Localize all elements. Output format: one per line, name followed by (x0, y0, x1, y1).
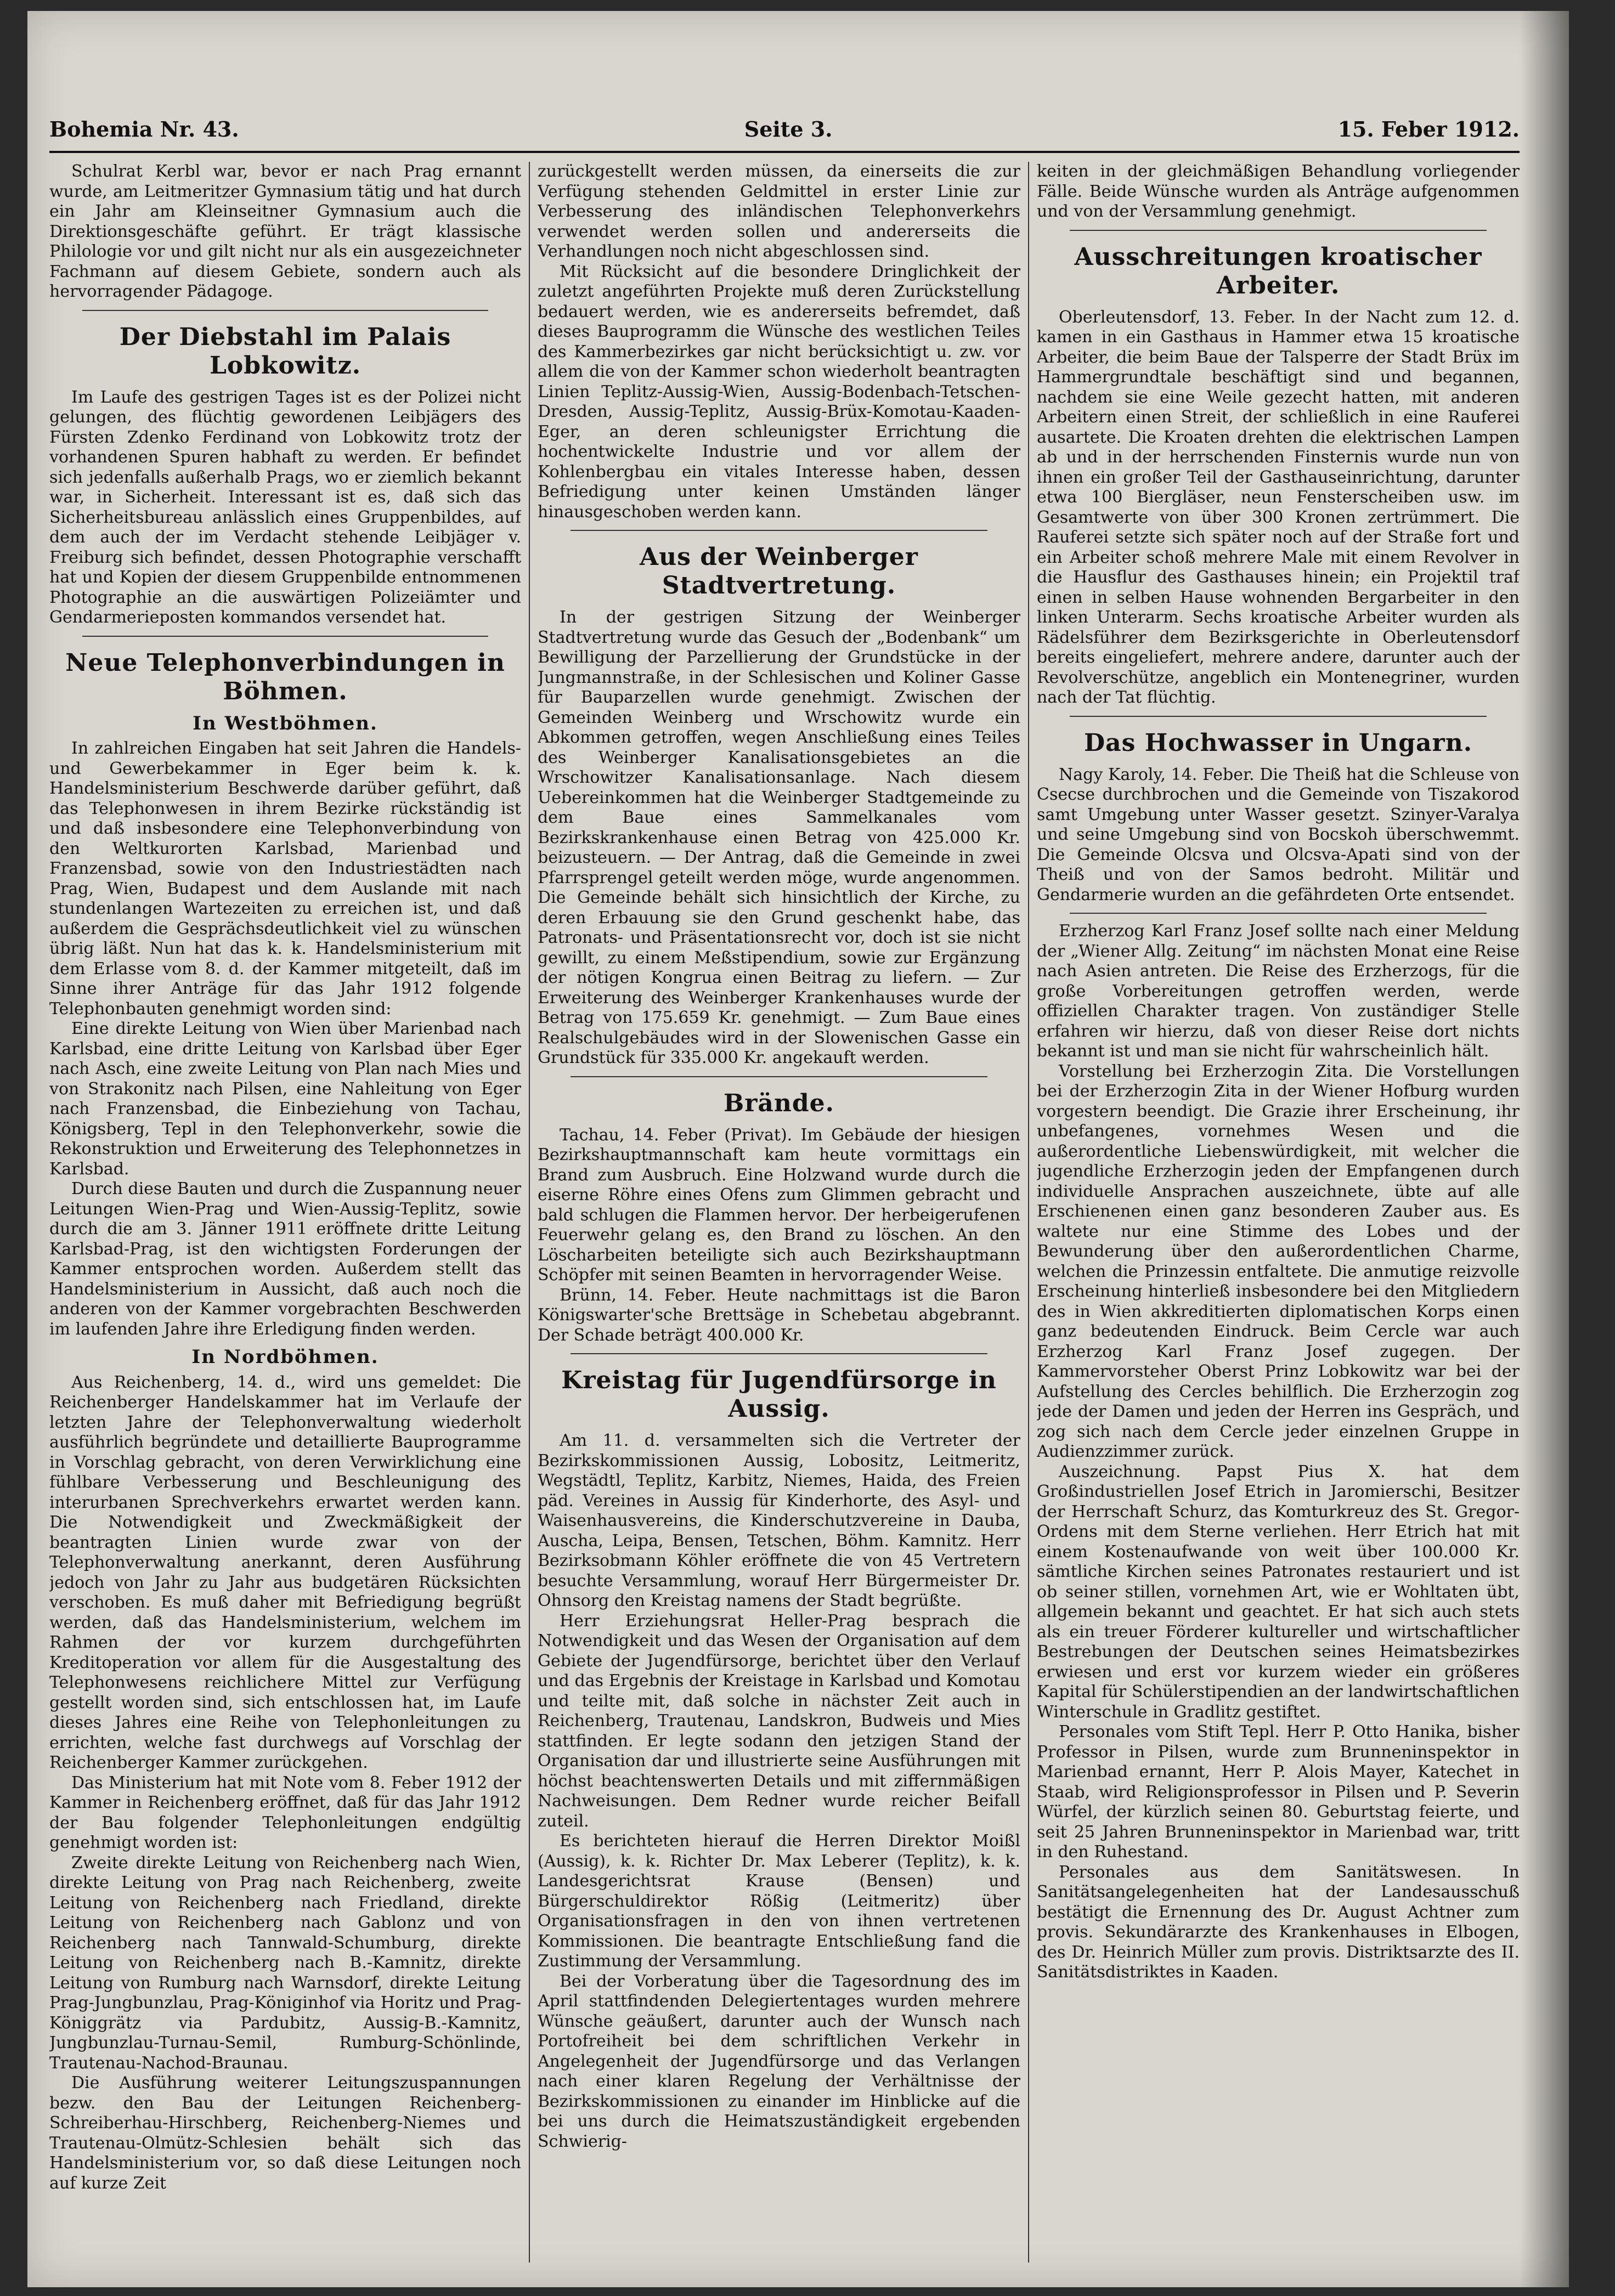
article-paragraph: Bei der Vorberatung über die Tagesordnung des im April stattfindenden Delegiertentages wurden mehrere Wünsche geäußert, darunter auch der Wunsch nach Portofreiheit bei dem schriftlichen Verkehr in Angelegenheit der Jugendfürsorge und das Verlangen nach einer klaren Regelung der Verhältnisse der Bezirkskommissionen zu einander im Hinblicke auf die bei uns durch die Heimatszuständigkeit ergebenden Schwierig- (538, 1971, 1020, 2151)
article-paragraph: Oberleutensdorf, 13. Feber. In der Nacht zum 12. d. kamen in ein Gasthaus in Hammer etwa 15 kroatische Arbeiter, die beim Baue der Talsperre der Stadt Brüx im Hammergrundtale beschäftigt sind und begannen, nachdem sie eine Weile gezecht hatten, mit anderen Arbeitern einen Streit, der schließlich in eine Rauferei ausartete. Die Kroaten drehten die elektrischen Lampen ab und in der herrschenden Finsternis wurde nun von ihnen ein großer Teil der Gasthauseinrichtung, darunter etwa 100 Biergläser, neun Fensterscheiben usw. im Gesamtwerte von über 300 Kronen zertrümmert. Die Rauferei setzte sich später noch auf der Straße fort und ein Arbeiter schoß mehrere Male mit einem Revolver in die Hausflur des Gasthauses hinein; ein Projektil traf einen in selben Hause wohnenden Bergarbeiter in den linken Unterarm. Sechs kroatische Arbeiter wurden als Rädelsführer dem Bezirksgerichte in Oberleutensdorf bereits eingeliefert, mehrere andere, darunter auch der Revolverschütze, angeblich ein Montenegriner, wurden nach der Tat flüchtig. (1037, 307, 1520, 707)
headline: Ausschreitungen kroatischer Arbeiter. (1074, 242, 1482, 299)
headline: Das Hochwasser in Ungarn. (1083, 728, 1473, 757)
article-paragraph: Mit Rücksicht auf die besondere Dringlichkeit der zuletzt angeführten Projekte muß deren Zurückstellung bedauert werden, wie es andererseits befremdet, daß dieses Bauprogramm die Wünsche des westlichen Teiles des Kammerbezirkes gar nicht berücksichtigt u. zw. vor allem die von der Kammer schon wiederholt beantragten Linien Teplitz-Aussig-Wien, Aussig-Bodenbach-Tetschen-Dresden, Aussig-Teplitz, Aussig-Brüx-Komotau-Kaaden-Eger, an deren schleunigster Errichtung die hochentwickelte Industrie und vor allem der Kohlenbergbau ein vitales Interesse haben, dessen Befriedigung unter keinen Umständen länger hinausgeschoben werden kann. (538, 262, 1020, 522)
article-paragraph: Am 11. d. versammelten sich die Vertreter der Bezirkskommissionen Aussig, Lobositz, Leitmeritz, Wegstädtl, Teplitz, Karbitz, Niemes, Haida, des Freien päd. Vereines in Aussig für Kinderhorte, des Asyl- und Waisenhausvereins, die Kinderschutzvereine in Dauba, Auscha, Leipa, Bensen, Tetschen, Böhm. Kamnitz. Herr Bezirksobmann Köhler eröffnete die von 45 Vertretern besuchte Versammlung, worauf Herr Bürgermeister Dr. Ohnsorg den Kreistag namens der Stadt begrüßte. (538, 1431, 1020, 1610)
article-separator (82, 636, 488, 637)
headline: Neue Telephonverbindungen in Böhmen. (65, 648, 505, 705)
headline: Brände. (724, 1089, 834, 1117)
subheadline: In Nordböhmen. (191, 1346, 379, 1368)
header-left: Bohemia Nr. 43. (49, 116, 239, 142)
article-paragraph: Das Ministerium hat mit Note vom 8. Feber 1912 der Kammer in Reichenberg eröffnet, daß für das Jahr 1912 der Bau folgender Telephonleitungen endgültig genehmigt worden ist: (49, 1773, 521, 1852)
article-paragraph: Tachau, 14. Feber (Privat). Im Gebäude der hiesigen Bezirkshauptmannschaft kam heute vormittags ein Brand zum Ausbruch. Eine Holzwand wurde durch die eiserne Röhre eines Ofens zum Glimmen gebracht und bald schlugen die Flammen hervor. Der herbeigerufenen Feuerwehr gelang es, den Brand zu löschen. An den Löscharbeiten beteiligte sich auch Bezirkshauptmann Schöpfer mit seinen Beamten in hervorragender Weise. (538, 1125, 1020, 1285)
column-1 (49, 162, 521, 2263)
article-paragraph: Vorstellung bei Erzherzogin Zita. Die Vorstellungen bei der Erzherzogin Zita in der Wiener Hofburg wurden vorgestern beendigt. Die Grazie ihrer Erscheinung, ihr unbefangenes, vornehmes Wesen und die außerordentliche Liebenswürdigkeit, mit welcher die jugendliche Erzherzogin jeden der Empfangenen durch individuelle Ansprachen auszeichnete, übte auf alle Erschienenen einen ganz besonderen Zauber aus. Es waltete nur eine Stimme des Lobes und der Bewunderung über den außerordentlichen Charme, welchen die Prinzessin entfaltete. Die anmutige reizvolle Erscheinung hinterließ insbesondere bei den Mitgliedern des in Wien akkreditierten diplomatischen Korps einen ganz bedeutenden Eindruck. Beim Cercle war auch Erzherzog Karl Franz Josef zugegen. Der Kammervorsteher Oberst Prinz Lobkowitz war bei der Aufstellung des Cercles behilflich. Die Erzherzogin zog jede der Damen und jeden der Herren ins Gespräch, und zog sich nach dem Cercle jeder einzelnen Gruppe in Audienzzimmer zurück. (1037, 1061, 1520, 1461)
page-header (49, 112, 1520, 145)
article-separator (571, 530, 987, 531)
article-paragraph: Personales aus dem Sanitätswesen. In Sanitätsangelegenheiten hat der Landesausschuß bestätigt die Ernennung des Dr. August Achtner zum provis. Sekundärarzte des Krankenhauses in Elbogen, des Dr. Heinrich Müller zum provis. Distriktsarzte des II. Sanitätsdistriktes in Kaaden. (1037, 1862, 1520, 1982)
article-separator (1070, 230, 1487, 231)
article-separator (82, 310, 488, 311)
article-paragraph: In der gestrigen Sitzung der Weinberger Stadtvertretung wurde das Gesuch der „Bodenbank“ um Bewilligung der Parzellierung der Grundstücke in der Jungmannstraße, in der Schlesischen und Koliner Gasse für Bauparzellen wurde genehmigt. Zwischen der Gemeinden Weinberg und Wrschowitz wurde ein Abkommen getroffen, wegen Anschließung eines Teiles des Weinberger Kanalisationsgebietes an die Wrschowitzer Kanalisationsanlage. Nach diesem Uebereinkommen hat die Weinberger Stadtgemeinde zu dem Baue eines Sammelkanales vom Bezirkskrankenhause einen Betrag von 425.000 Kr. beizusteuern. — Der Antrag, daß die Gemeinde in zwei Pfarrsprengel geteilt werden möge, wurde angenommen. Die Gemeinde behält sich hinsichtlich der Kirche, zu deren Erbauung sie den Grund geschenkt habe, das Patronats- und Präsentationsrecht vor, doch ist sie nicht gewillt, zu einem Meßstipendium, sowie zur Ergänzung der nötigen Kongrua einen Beitrag zu liefern. — Zur Erweiterung des Weinberger Krankenhauses wurde der Betrag von 175.659 Kr. genehmigt. — Zum Baue eines Realschulgebäudes wird in der Slowenischen Gasse ein Grundstück für 335.000 Kr. angekauft werden. (538, 608, 1020, 1067)
article-separator (1070, 716, 1487, 717)
article-paragraph: zurückgestellt werden müssen, da einerseits die zur Verfügung stehenden Geldmittel in erster Linie zur Verbesserung des inländischen Telephonverkehrs verwendet werden sollen und andererseits die Verhandlungen noch nicht abgeschlossen sind. (538, 162, 1020, 261)
article-paragraph: keiten in der gleichmäßigen Behandlung vorliegender Fälle. Beide Wünsche wurden als Anträge aufgenommen und von der Versammlung genehmigt. (1037, 162, 1520, 221)
newspaper-page (27, 11, 1569, 2287)
article-paragraph: Aus Reichenberg, 14. d., wird uns gemeldet: Die Reichenberger Handelskammer hat im Verlaufe der letzten Jahre der Telephonverwaltung wiederholt ausführlich begründete und detaillierte Bauprogramme in Vorschlag gebracht, von deren Verwirklichung eine fühlbare Verbesserung und Beschleunigung des interurbanen Sprechverkehrs erwartet werden kann. Die Notwendigkeit und Zweckmäßigkeit der beantragten Linien wurde zwar von der Telephonverwaltung anerkannt, deren Ausführung jedoch von Jahr zu Jahr aus budgetären Rücksichten verschoben. Es muß daher mit Befriedigung begrüßt werden, daß das Handelsministerium, welchem im Rahmen der vor kurzem durchgeführten Kreditoperation vor allem für die Ausgestaltung des Telephonwesens reichlichere Mittel zur Verfügung gestellt worden sind, sich entschlossen hat, im Laufe dieses Jahres eine Reihe von Telephonleitungen zu errichten, welche fast durchwegs auf Vorschlag der Reichenberger Kammer zurückgehen. (49, 1372, 521, 1772)
article-paragraph: Herr Erziehungsrat Heller-Prag besprach die Notwendigkeit und das Wesen der Organisation auf dem Gebiete der Jugendfürsorge, berichtet über den Verlauf und das Ergebnis der Kreistage in Karlsbad und Komotau und teilte mit, daß solche in nächster Zeit auch in Reichenberg, Trautenau, Landskron, Budweis und Mies stattfinden. Er legte sodann den jetzigen Stand der Organisation dar und illustrierte seine Ausführungen mit höchst beachtenswerten Details und mit ziffernmäßigen Nachweisungen. Dem Redner wurde reicher Beifall zuteil. (538, 1611, 1020, 1831)
subheadline: In Westböhmen. (193, 712, 378, 734)
header-date: 15. Feber 1912. (1337, 116, 1520, 142)
column-3 (1037, 162, 1520, 2263)
article-paragraph: Brünn, 14. Feber. Heute nachmittags ist die Baron Königswarter'sche Brettsäge in Schebetau abgebrannt. Der Schade beträgt 400.000 Kr. (538, 1285, 1020, 1345)
article-paragraph: Durch diese Bauten und durch die Zuspannung neuer Leitungen Wien-Prag und Wien-Aussig-Teplitz, sowie durch die am 3. Jänner 1911 eröffnete dritte Leitung Karlsbad-Prag, ist den wichtigsten Forderungen der Kammer entsprochen worden. Außerdem stellt das Handelsministerium in Aussicht, daß auch noch die anderen von der Kammer vorgebrachten Beschwerden im laufenden Jahre ihre Erledigung finden werden. (49, 1179, 521, 1339)
article-paragraph: Auszeichnung. Papst Pius X. hat dem Großindustriellen Josef Etrich in Jaromierschi, Besitzer der Herrschaft Schurz, das Komturkreuz des St. Gregor-Ordens mit dem Sterne verliehen. Herr Etrich hat mit einem Kostenaufwande von weit über 100.000 Kr. sämtliche Kirchen seines Patronates restauriert und ist ob seiner stillen, vornehmen Art, wie er Wohltaten übt, allgemein bekannt und geachtet. Er hat sich auch stets als ein treuer Förderer kultureller und wirtschaftlicher Bestrebungen der Deutschen seines Heimatsbezirkes erwiesen und erst vor kurzem wieder ein größeres Kapital für Schülerstipendien an der landwirtschaftlichen Winterschule in Gradlitz gestiftet. (1037, 1462, 1520, 1722)
headline: Aus der Weinberger Stadtvertretung. (640, 543, 918, 600)
column-2 (538, 162, 1020, 2263)
article-paragraph: Es berichteten hierauf die Herren Direktor Moißl (Aussig), k. k. Richter Dr. Max Leberer (Teplitz), k. k. Landesgerichtsrat Krause (Bensen) und Bürgerschuldirektor Rößig (Leitmeritz) über Organisationsfragen in den von ihnen vertretenen Kommissionen. Die beantragte Entschließung fand die Zustimmung der Versammlung. (538, 1831, 1020, 1971)
headline: Kreistag für Jugendfürsorge in Aussig. (561, 1366, 997, 1423)
article-paragraph: In zahlreichen Eingaben hat seit Jahren die Handels- und Gewerbekammer in Eger beim k. k. Handelsministerium Beschwerde darüber geführt, daß das Telephonwesen in ihrem Bezirke rückständig ist und daß insbesondere eine Telephonverbindung von den Weltkurorten Karlsbad, Marienbad und Franzensbad, sowie von den Industriestädten nach Prag, Wien, Budapest und dem Auslande mit nach stundenlangen Wartezeiten zu erreichen ist, und daß außerdem die Gesprächsdeutlichkeit viel zu wünschen übrig läßt. Nun hat das k. k. Handelsministerium mit dem Erlasse vom 8. d. der Kammer mitgeteilt, daß im Sinne ihrer Anträge für das Jahr 1912 folgende Telephonbauten genehmigt worden sind: (49, 739, 521, 1019)
headline: Der Diebstahl im Palais Lobkowitz. (119, 323, 451, 380)
article-paragraph: Schulrat Kerbl war, bevor er nach Prag ernannt wurde, am Leitmeritzer Gymnasium tätig und hat durch ein Jahr am Kleinseitner Gymnasium auch die Direktionsgeschäfte geführt. Er trägt klassische Philologie vor und gilt nicht nur als ein ausgezeichneter Fachmann auf diesem Gebiete, sondern auch als hervorragender Pädagoge. (49, 162, 521, 301)
article-paragraph: Erzherzog Karl Franz Josef sollte nach einer Meldung der „Wiener Allg. Zeitung“ im nächsten Monat eine Reise nach Asien antreten. Die Reise des Erzherzogs, für die große Vorbereitungen getroffen werden, werde offiziellen Charakter tragen. Von zuständiger Stelle erfahren wir hierzu, daß von dieser Reise dort nichts bekannt ist und man sie nicht für wahrscheinlich hält. (1037, 921, 1520, 1061)
article-paragraph: Die Ausführung weiterer Leitungszuspannungen bezw. den Bau der Leitungen Reichenberg-Schreiberhau-Hirschberg, Reichenberg-Niemes und Trautenau-Olmütz-Schlesien behält sich das Handelsministerium vor, so daß diese Leitungen noch auf kurze Zeit (49, 2073, 521, 2193)
article-separator (571, 1076, 987, 1077)
article-separator (571, 1353, 987, 1354)
header-page-number: Seite 3. (744, 116, 833, 142)
column-rule (529, 162, 530, 2263)
article-paragraph: Zweite direkte Leitung von Reichenberg nach Wien, direkte Leitung von Prag nach Reichenberg, zweite Leitung von Reichenberg nach Friedland, direkte Leitung von Reichenberg nach Gablonz und von Reichenberg nach Tannwald-Schumburg, direkte Leitung von Reichenberg nach B.-Kamnitz, direkte Leitung von Rumburg nach Warnsdorf, direkte Leitung Prag-Jungbunzlau, Prag-Königinhof via Horitz und Prag-Königgrätz via Pardubitz, Aussig-B.-Kamnitz, Jungbunzlau-Turnau-Semil, Rumburg-Schönlinde, Trautenau-Nachod-Braunau. (49, 1853, 521, 2073)
article-paragraph: Eine direkte Leitung von Wien über Marienbad nach Karlsbad, eine dritte Leitung von Karlsbad über Eger nach Asch, eine zweite Leitung von Plan nach Mies und von Strakonitz nach Pilsen, eine Nahleitung von Eger nach Franzensbad, die Einbeziehung von Tachau, Königsberg, Tepl in den Telephonverkehr, sowie die Rekonstruktion und Erweiterung des Telephonnetzes in Karlsbad. (49, 1019, 521, 1179)
column-rule (1028, 162, 1029, 2263)
page-edge-shadow (1520, 11, 1569, 2287)
article-separator (1070, 913, 1487, 914)
header-rule (49, 151, 1520, 153)
article-paragraph: Personales vom Stift Tepl. Herr P. Otto Hanika, bisher Professor in Pilsen, wurde zum Brunneninspektor in Marienbad ernannt, Herr P. Alois Mayer, Katechet in Staab, wird Religionsprofessor in Pilsen und P. Severin Würfel, der kürzlich seinen 80. Geburtstag feierte, und seit 25 Jahren Brunneninspektor in Marienbad war, tritt in den Ruhestand. (1037, 1722, 1520, 1862)
article-paragraph: Nagy Karoly, 14. Feber. Die Theiß hat die Schleuse von Csecse durchbrochen und die Gemeinde von Tiszakorod samt Umgebung unter Wasser gesetzt. Szinyer-Varalya und seine Umgebung sind von Bocskoh überschwemmt. Die Gemeinde Olcsva und Olcsva-Apati sind von der Theiß und von der Samos bedroht. Militär und Gendarmerie wurden an die gefährdeten Orte entsendet. (1037, 765, 1520, 904)
article-paragraph: Im Laufe des gestrigen Tages ist es der Polizei nicht gelungen, des flüchtig gewordenen Leibjägers des Fürsten Zdenko Ferdinand von Lobkowitz trotz der vorhandenen Spuren habhaft zu werden. Er befindet sich jedenfalls außerhalb Prags, wo er ziemlich bekannt war, in Sicherheit. Interessant ist es, daß sich das Sicherheitsbureau anlässlich eines Gruppenbildes, auf dem auch der im Verdacht stehende Leibjäger v. Freiburg sich befindet, dessen Photographie verschafft hat und Kopien der diesem Gruppenbilde entnommenen Photographie an die auswärtigen Polizeiämter und Gendarmerieposten kommandos versendet hat. (49, 387, 521, 627)
